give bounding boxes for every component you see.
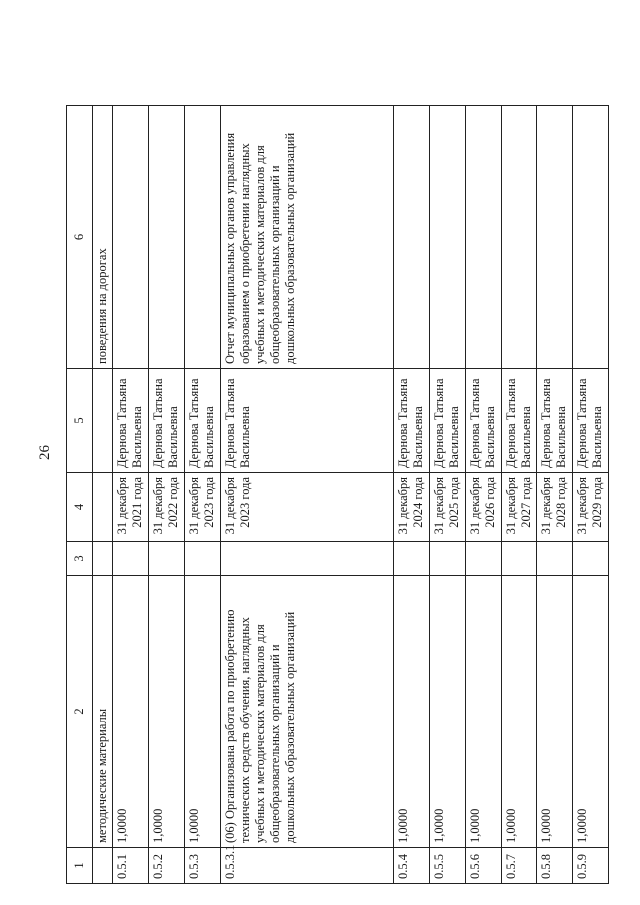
row-number: 0.5.9	[573, 848, 609, 884]
row-responsible: Дернова Татьяна Васильевна	[537, 369, 573, 473]
row-date: 31 декабря 2029 года	[573, 473, 609, 542]
header-cell: 5	[67, 369, 93, 473]
row-responsible: Дернова Татьяна Васильевна	[430, 369, 466, 473]
row-indicator: 1,0000	[184, 576, 220, 848]
row-responsible: Дернова Татьяна Васильевна	[573, 369, 609, 473]
header-cell: 6	[67, 106, 93, 369]
row-result	[430, 106, 466, 369]
row-result	[149, 106, 185, 369]
row-col3	[113, 542, 149, 576]
row-col3	[394, 542, 430, 576]
row-col3	[465, 542, 501, 576]
table-row	[149, 106, 185, 884]
row-indicator: 1,0000	[430, 576, 466, 848]
table-row	[573, 106, 609, 884]
row-indicator: методические материалы	[93, 576, 113, 848]
row-result	[184, 106, 220, 369]
table-row	[220, 106, 394, 884]
row-responsible	[93, 369, 113, 473]
header-cell: 4	[67, 473, 93, 542]
row-responsible: Дернова Татьяна Васильевна	[113, 369, 149, 473]
row-col3	[93, 542, 113, 576]
table-header-row	[67, 106, 93, 884]
row-col3	[537, 542, 573, 576]
table-row	[394, 106, 430, 884]
row-indicator: 1,0000	[573, 576, 609, 848]
row-col3	[501, 542, 537, 576]
row-number: 0.5.2	[149, 848, 185, 884]
row-col3	[573, 542, 609, 576]
row-result	[501, 106, 537, 369]
table-row	[537, 106, 573, 884]
row-indicator: 1,0000	[113, 576, 149, 848]
page-number: 26	[37, 445, 53, 460]
header-cell: 2	[67, 576, 93, 848]
rotated-table-wrapper	[66, 106, 609, 884]
row-date: 31 декабря 2027 года	[501, 473, 537, 542]
row-indicator: 1,0000	[465, 576, 501, 848]
table-row	[93, 106, 113, 884]
row-date: 31 декабря 2028 года	[537, 473, 573, 542]
row-indicator: 1,0000	[537, 576, 573, 848]
row-responsible: Дернова Татьяна Васильевна	[184, 369, 220, 473]
table-row	[501, 106, 537, 884]
row-number: 0.5.4	[394, 848, 430, 884]
row-date: 31 декабря 2023 года	[220, 473, 394, 542]
row-col3	[149, 542, 185, 576]
row-date: 31 декабря 2026 года	[465, 473, 501, 542]
row-responsible: Дернова Татьяна Васильевна	[220, 369, 394, 473]
row-date: 31 декабря 2024 года	[394, 473, 430, 542]
row-col3	[184, 542, 220, 576]
table-row	[430, 106, 466, 884]
row-result	[537, 106, 573, 369]
row-result	[113, 106, 149, 369]
row-result	[465, 106, 501, 369]
row-date: 31 декабря 2025 года	[430, 473, 466, 542]
table-row	[184, 106, 220, 884]
header-cell: 1	[67, 848, 93, 884]
row-indicator: 1,0000	[394, 576, 430, 848]
row-responsible: Дернова Татьяна Васильевна	[394, 369, 430, 473]
row-indicator: 1,0000	[501, 576, 537, 848]
row-responsible: Дернова Татьяна Васильевна	[465, 369, 501, 473]
row-number: 0.5.8	[537, 848, 573, 884]
row-indicator: 1,0000	[149, 576, 185, 848]
row-date: 31 декабря 2022 года	[149, 473, 185, 542]
row-number: 0.5.1	[113, 848, 149, 884]
row-date: 31 декабря 2023 года	[184, 473, 220, 542]
row-number: 0.5.6	[465, 848, 501, 884]
plan-table	[66, 105, 609, 884]
header-cell: 3	[67, 542, 93, 576]
row-result	[573, 106, 609, 369]
row-result: поведения на дорогах	[93, 106, 113, 369]
row-col3	[430, 542, 466, 576]
row-date	[93, 473, 113, 542]
row-number: 0.5.5	[430, 848, 466, 884]
row-result	[394, 106, 430, 369]
row-number: 0.5.3	[184, 848, 220, 884]
row-responsible: Дернова Татьяна Васильевна	[149, 369, 185, 473]
row-result: Отчет муниципальных органов управления образованием о приобретении наглядных учебных и методических материалов для общеобразовательных организаций и дошкольных образовательных организаций	[220, 106, 394, 369]
table-row	[465, 106, 501, 884]
table-row	[113, 106, 149, 884]
row-number: 0.5.7	[501, 848, 537, 884]
row-responsible: Дернова Татьяна Васильевна	[501, 369, 537, 473]
row-number: 0.5.3.1	[220, 848, 394, 884]
row-col3	[220, 542, 394, 576]
row-date: 31 декабря 2021 года	[113, 473, 149, 542]
row-indicator: (06) Организована работа по приобретению технических средств обучения, наглядных учебных и методических материалов для общеобразовательных организаций и дошкольных образовательных организаций	[220, 576, 394, 848]
row-number	[93, 848, 113, 884]
